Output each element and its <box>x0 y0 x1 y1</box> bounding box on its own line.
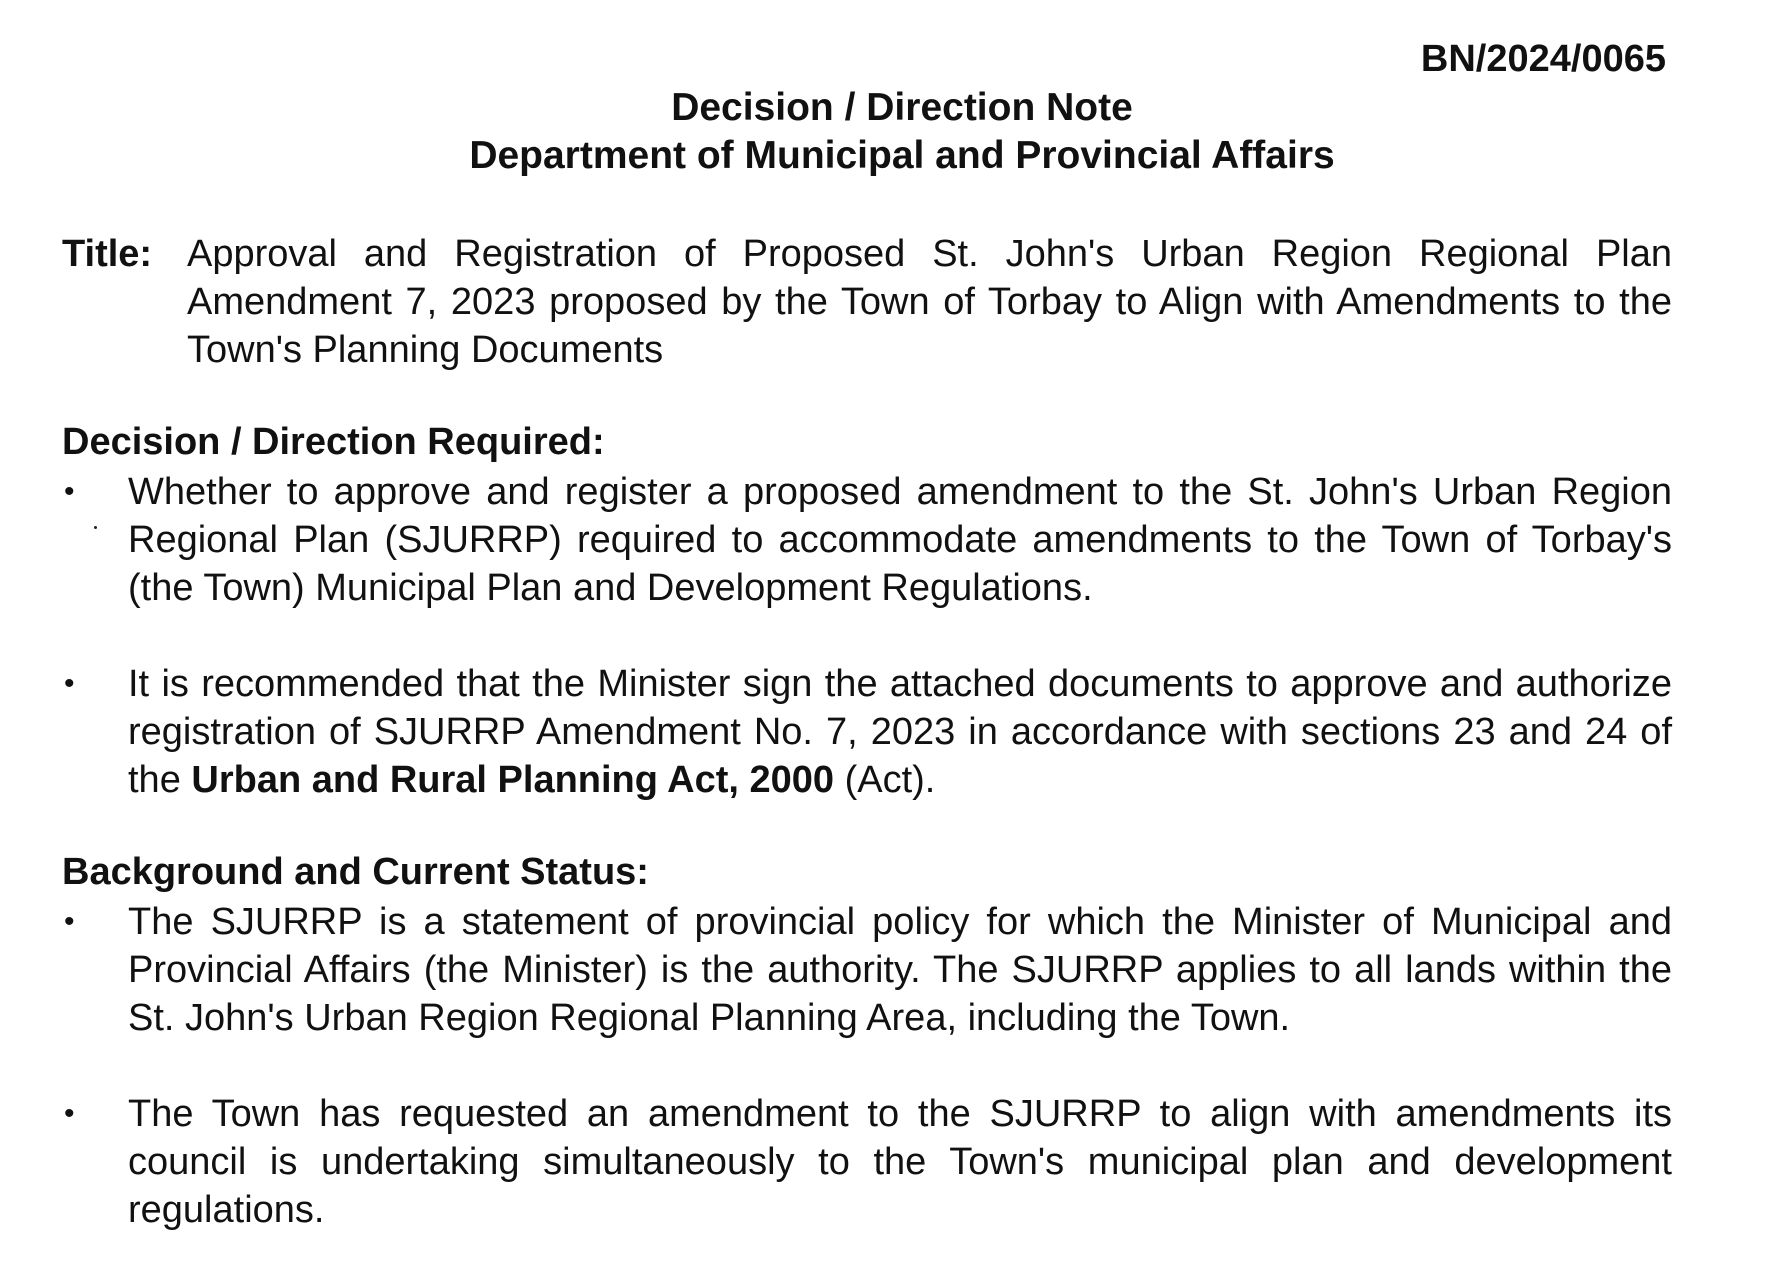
decision-bullet-text: Whether to approve and register a proposed amendment to the St. John's Urban Region Regional Plan (SJURRP) required to accommodate amendments to the Town of Torbay's (the Town) Municipal Plan and Development Regulations. <box>128 471 1672 609</box>
note-type-heading: Decision / Direction Note <box>671 86 1133 129</box>
background-bullet-text: The Town has requested an amendment to the SJURRP to align with amendments its council is undertaking simultaneously to the Town's municipal plan and development regulations. <box>128 1093 1672 1231</box>
recommendation-text-end: (Act). <box>834 759 936 801</box>
decision-required-heading: Decision / Direction Required: <box>62 421 605 463</box>
bullet-icon: • <box>64 475 75 508</box>
background-section <box>62 848 1672 1234</box>
department-heading: Department of Municipal and Provincial Affairs <box>469 134 1335 177</box>
title-text: Approval and Registration of Proposed St. John's Urban Region Regional Plan Amendment 7, 2023 proposed by the Town of Torbay to Align with Amendments to the Town's Planning Documents <box>187 233 1672 371</box>
bullet-icon: • <box>64 1097 75 1130</box>
list-item <box>62 1090 1672 1234</box>
title-block <box>62 230 1672 374</box>
bullet-icon: • <box>64 667 75 700</box>
title-label: Title: <box>62 233 153 275</box>
background-bullet-text: The SJURRP is a statement of provincial policy for which the Minister of Municipal and Provincial Affairs (the Minister) is the authority. The SJURRP applies to all lands within the St. John's Urban Region Regional Planning Area, including the Town. <box>128 901 1672 1039</box>
document-number: BN/2024/0065 <box>1420 38 1666 80</box>
decision-required-section <box>62 418 1672 804</box>
recommendation-bullet-text <box>128 660 1672 804</box>
recommendation-text-start: It is recommended that the Minister sign the attached documents to approve and authorize registration of SJURRP Amendment No. 7, 2023 in accordance with sections 23 and 24 of the <box>128 663 1672 801</box>
list-item <box>62 660 1672 804</box>
scan-speck <box>94 526 97 529</box>
list-item <box>62 468 1672 612</box>
act-name: Urban and Rural Planning Act, 2000 <box>191 759 835 801</box>
list-item <box>62 898 1672 1042</box>
bullet-icon: • <box>64 905 75 938</box>
background-heading: Background and Current Status: <box>62 851 649 893</box>
